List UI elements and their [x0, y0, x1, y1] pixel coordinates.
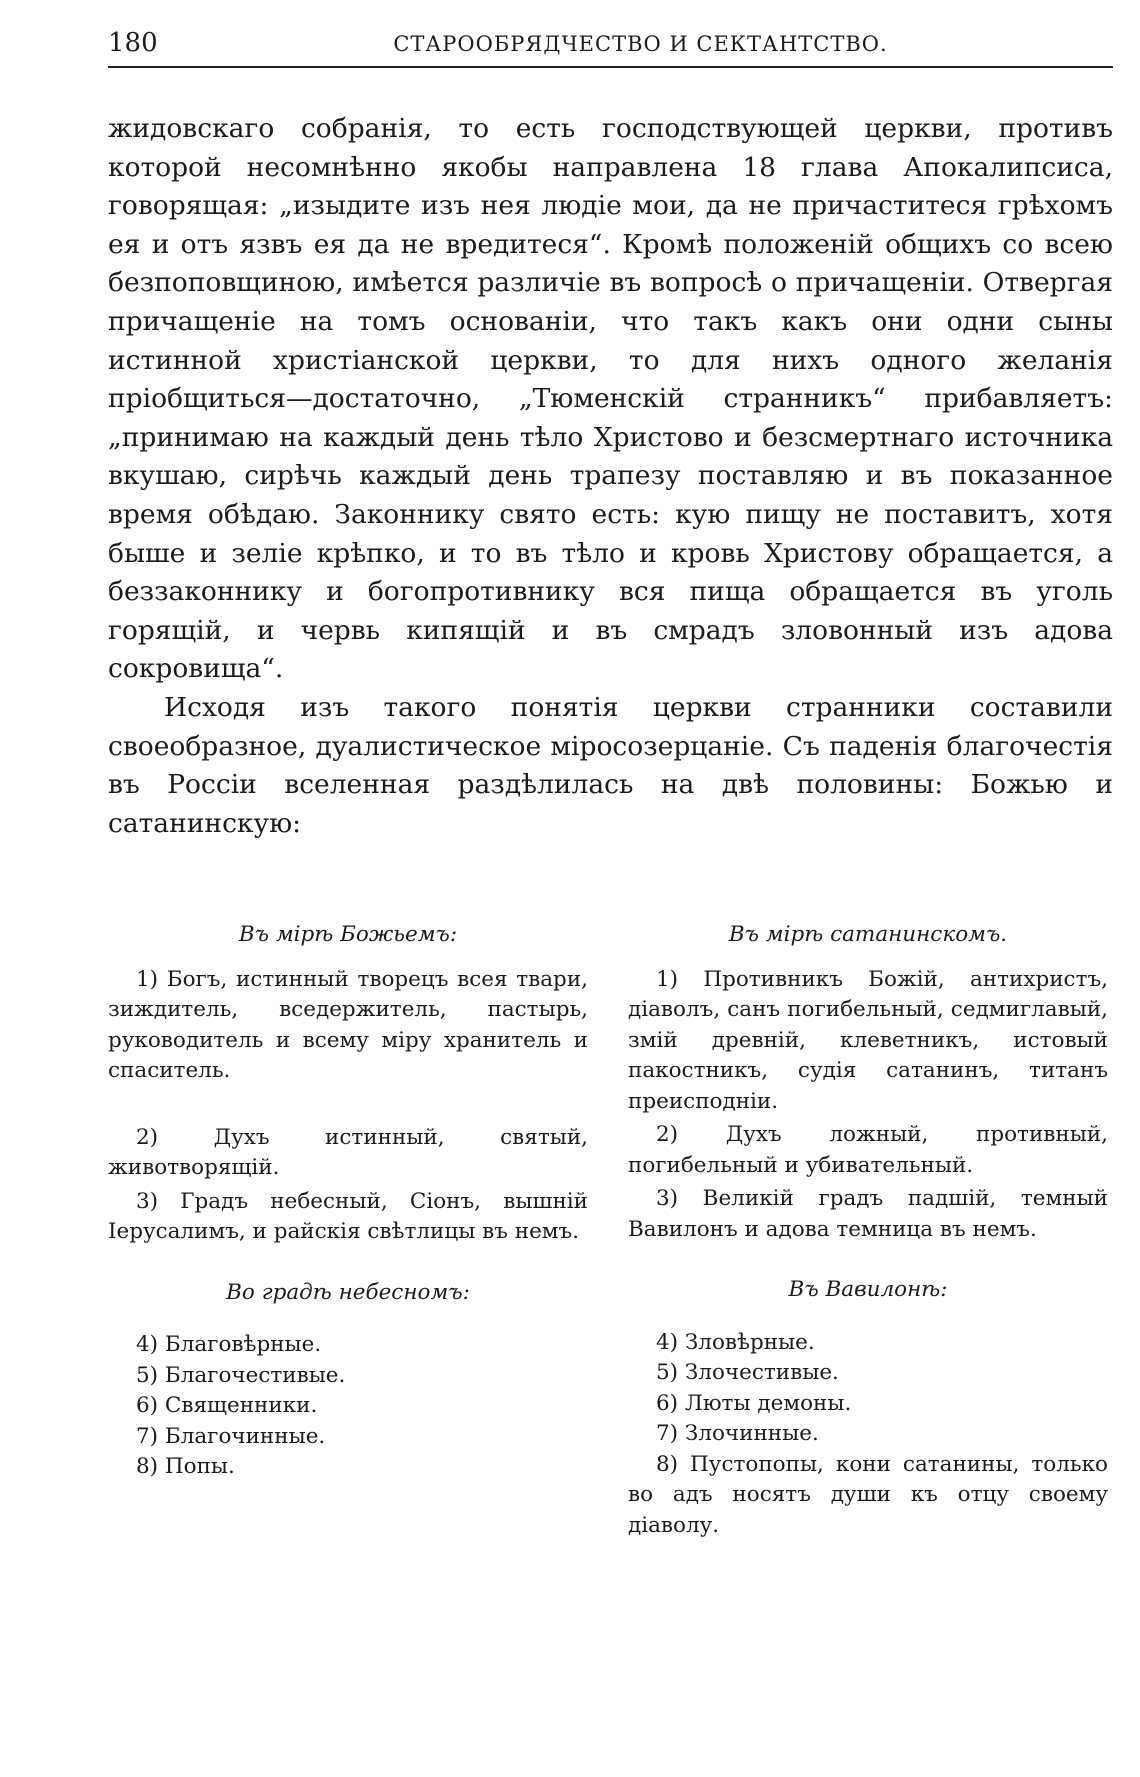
section-heading: Въ Вавилонѣ:: [788, 1277, 948, 1302]
list-item: 1) Богъ, истинный творецъ всея твари, зиждитель, вседержитель, пастырь, руководитель и всему міру хранитель и спаситель.: [108, 966, 588, 1083]
item-list: [628, 1328, 1108, 1542]
paragraph: Исходя изъ такого понятія церкви странники составили своеобразное, дуалистическое міросозерцаніе. Съ паденія благочестія въ Россіи вселенная раздѣлилась на двѣ половины: Божью и сатанинскую:: [108, 691, 1113, 839]
list-item: 2) Духъ истинный, святый, животворящій.: [108, 1124, 588, 1180]
main-text: [108, 110, 1113, 843]
list-item: 3) Великій градъ падшій, темный Вавилонъ и адова темница въ немъ.: [628, 1186, 1108, 1242]
column-heading: Въ мірѣ сатанинскомъ.: [728, 922, 1008, 947]
list-item: 5) Благочестивые.: [136, 1362, 346, 1388]
page-header: [108, 26, 1113, 68]
left-column: [108, 920, 588, 1483]
list-item: 6) Люты демоны.: [656, 1390, 852, 1416]
section-heading: Во градѣ небесномъ:: [226, 1279, 470, 1305]
right-column: [628, 920, 1108, 1541]
list-item: 4) Благовѣрные.: [136, 1332, 322, 1357]
list-item: 5) Злочестивые.: [656, 1360, 839, 1385]
list-item: 6) Священники.: [136, 1393, 318, 1418]
list-item: 4) Зловѣрные.: [656, 1329, 815, 1355]
running-title: СТАРООБРЯДЧЕСТВО И СЕКТАНТСТВО.: [393, 32, 888, 56]
list-item: 7) Злочинные.: [656, 1421, 819, 1446]
list-item: 8) Попы.: [136, 1454, 235, 1479]
list-item: 8) Пустопопы, кони сатанины, только во адъ носятъ души къ отцу своему діаволу.: [628, 1451, 1108, 1538]
list-item: 7) Благочинные.: [136, 1423, 326, 1449]
paragraph: жидовскаго собранія, то есть господствующей церкви, противъ которой несомнѣнно якобы направлена 18 глава Апокалипсиса, говорящая: „изыдите изъ нея людіе мои, да не причаститеся грѣхомъ ея и отъ язвъ ея да не вредитеся“. Кромѣ положеній общихъ со всею безпоповщиною, имѣется различіе въ вопросѣ о причащеніи. Отвергая причащеніе на томъ основаніи, что такъ какъ они одни сыны истинной христіанской церкви, то для нихъ одного желанія пріобщиться—достаточно, „Тюменскій странникъ“ прибавляетъ: „принимаю на каждый день тѣло Христово и безсмертнаго источника вкушаю, сирѣчь каждый день трапезу поставляю и въ показанное время обѣдаю. Законнику свято есть: кую пищу не поставитъ, хотя быше и зеліе крѣпко, и то въ тѣло и кровь Христову обращается, а беззаконнику и богопротивнику вся пища обращается въ уголь горящій, и червь кипящій и въ смрадъ зловонный изъ адова сокровища“.: [108, 113, 1113, 685]
list-item: 2) Духъ ложный, противный, погибельный и убивательный.: [628, 1122, 1108, 1178]
list-item: 3) Градъ небесный, Сіонъ, вышній Іерусалимъ, и райскія свѣтлицы въ немъ.: [108, 1188, 588, 1244]
page-number: 180: [108, 28, 158, 58]
item-list: [108, 1330, 588, 1483]
column-heading: Въ мірѣ Божьемъ:: [238, 922, 458, 947]
list-item: 1) Противникъ Божій, антихристъ, діаволъ, санъ погибельный, седмиглавый, змій древній, клеветникъ, истовый пакостникъ, судія сатанинъ, титанъ преисподніи.: [628, 966, 1108, 1114]
